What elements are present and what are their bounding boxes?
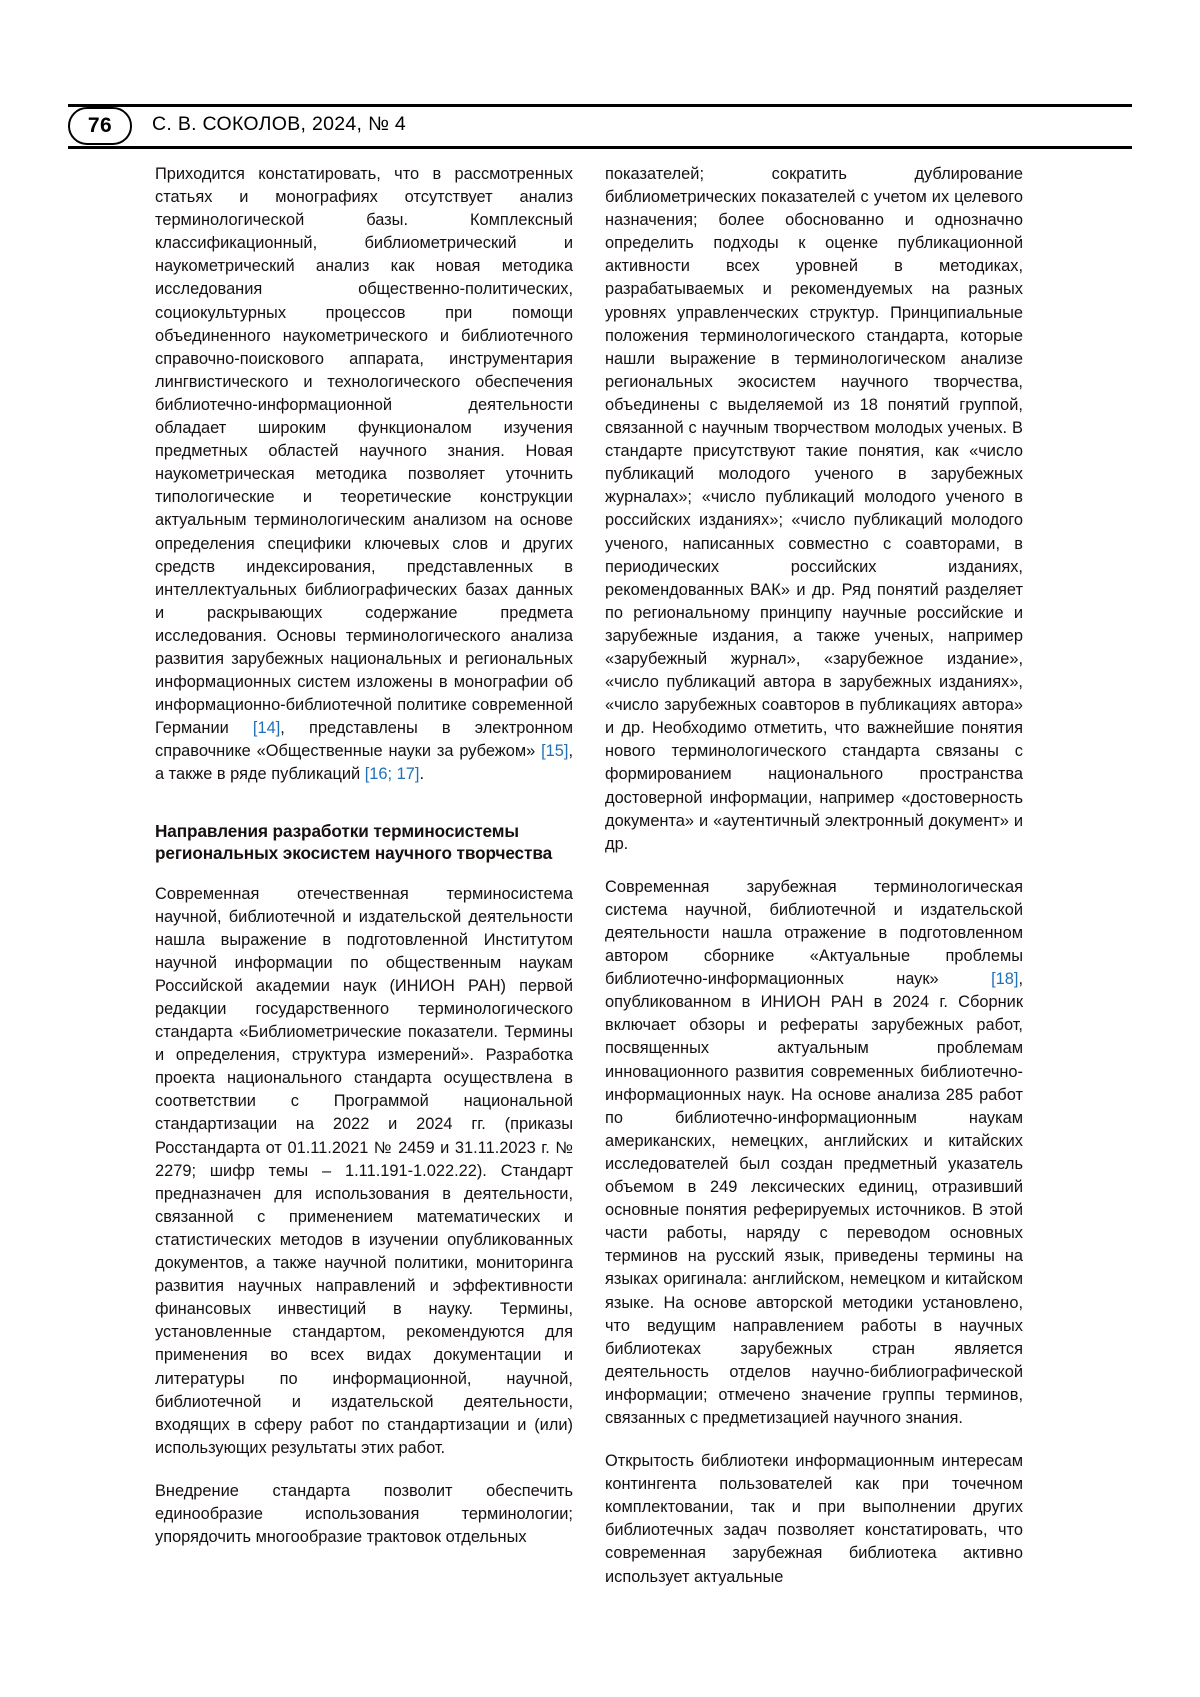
page-number-badge: 76 bbox=[68, 107, 132, 145]
reference-link[interactable]: [16; 17] bbox=[364, 765, 420, 784]
section-spacer bbox=[155, 807, 573, 820]
paragraph: показателей; сократить дублирование библиометрических показателей с учетом их целевого назначения; более обоснованно и однозначно определить подходы к оценке публикационной активности всех уровней в методиках, разрабатываемых и рекомендуемых на разных уровнях управленческих структур. Принципиальные положения терминологического стандарта, которые нашли выражение в терминологическом анализе региональных экосистем научного творчества, объединены с выделяемой из 18 понятий группой, связанной с научным творчеством молодых ученых. В стандарте присутствуют такие понятия, как «число публикаций молодого ученого в зарубежных журналах»; «число публикаций молодого ученого в российских изданиях»; «число публикаций молодого ученого, написанных совместно с соавторами, в периодических российских изданиях, рекомендованных ВАК» и др. Ряд понятий разделяет по региональному принципу научные российские и зарубежные издания, а также ученых, например «зарубежный журнал», «зарубежное издание», «число публикаций автора в зарубежных изданиях», «число зарубежных соавторов в публикациях автора» и др. Необходимо отметить, что важнейшие понятия нового терминологического стандарта связаны с формированием национального пространства достоверной информации, например «достоверность документа» и «аутентичный электронный документ» и др. bbox=[605, 165, 1023, 853]
page-header bbox=[68, 104, 1132, 148]
header-rule-top bbox=[68, 104, 1132, 107]
section-heading: Направления разработки терминосистемы региональных экосистем научного творчества bbox=[155, 820, 553, 864]
paragraph: Современная зарубежная терминологическая система научной, библиотечной и издательской деятельности нашла отражение в подготовленном автором сборнике «Актуальные проблемы библиотечно-информационных наук» [18], опубликованном в ИНИОН РАН в 2024 г. Сборник включает обзоры и рефераты зарубежных работ, посвященных актуальным проблемам инновационного развития современных библиотечно-информационных наук. На основе анализа 285 работ по библиотечно-информационным наукам американских, немецких, английских и китайских исследователей был создан предметный указатель объемом в 249 лексических единиц, отразивший основные понятия реферируемых источников. В этой части работы, наряду с переводом основных терминов на русский язык, приведены термины на языках оригинала: английском, немецком и китайском языке. На основе авторской методики установлено, что ведущим направлением работы в научных библиотеках зарубежных стран является деятельность отделов научно-библиографической информации; отмечено значение группы терминов, связанных с предметизацией научного знания. bbox=[605, 877, 1023, 1427]
reference-link[interactable]: [18] bbox=[991, 970, 1019, 989]
paragraph: Современная отечественная терминосистема научной, библиотечной и издательской деятельности нашла выражение в подготовленной Институтом научной информации по общественным наукам Российской академии наук (ИНИОН РАН) первой редакции государственного терминологического стандарта «Библиометрические показатели. Термины и определения, структура измерений». Разработка проекта национального стандарта осуществлена в соответствии с Программой национальной стандартизации на 2022 и 2024 гг. (приказы Росстандарта от 01.11.2021 № 2459 и 31.11.2023 г. № 2279; шифр темы – 1.11.191-1.022.22). Стандарт предназначен для использования в деятельности, связанной с применением математических и статистических методов в изучении опубликованных документов, а также научной политики, мониторинга развития научных направлений и эффективности финансовых инвестиций в науку. Термины, установленные стандартом, рекомендуются для применения во всех видах документации и литературы по информационной, научной, библиотечной и издательской деятельности, входящих в сферу работ по стандартизации и (или) использующих результаты этих работ. bbox=[155, 884, 573, 1457]
running-head: С. В. СОКОЛОВ, 2024, № 4 bbox=[152, 113, 407, 135]
reference-link[interactable]: [15] bbox=[541, 742, 569, 761]
right-column bbox=[605, 163, 1023, 1589]
paragraph: Внедрение стандарта позволит обеспечить единообразие использования терминологии; упорядочить многообразие трактовок отдельных bbox=[155, 1481, 573, 1547]
paragraph: Приходится констатировать, что в рассмотренных статьях и монографиях отсутствует анализ терминологической базы. Комплексный классификационный, библиометрический и наукометрический анализ как новая методика исследования общественно-политических, социокультурных процессов при помощи объединенного наукометрического и библиотечного справочно-поискового аппарата, инструментария лингвистического и технологического обеспечения библиотечно-информационной деятельности обладает широким функционалом изучения предметных областей научного знания. Новая наукометрическая методика позволяет уточнить типологические и теоретические конструкции актуальным терминологическим анализом на основе определения специфики ключевых слов и других средств индексирования, представленных в интеллектуальных библиографических базах данных и раскрывающих содержание предмета исследования. Основы терминологического анализа развития зарубежных национальных и региональных информационных систем изложены в монографии об информационно-библиотечной политике современной Германии [14], представлены в электронном справочнике «Общественные науки за рубежом» [15], а также в ряде публикаций [16; 17]. bbox=[155, 165, 573, 784]
reference-link[interactable]: [14] bbox=[252, 719, 281, 738]
paragraph: Открытость библиотеки информационным интересам контингента пользователей как при точечном комплектовании, так и при выполнении других библиотечных задач позволяет констатировать, что современная зарубежная библиотека активно использует актуальные bbox=[605, 1452, 1023, 1586]
header-rule-bottom bbox=[68, 146, 1132, 149]
left-column bbox=[155, 163, 573, 1549]
body-columns bbox=[155, 163, 1045, 1586]
